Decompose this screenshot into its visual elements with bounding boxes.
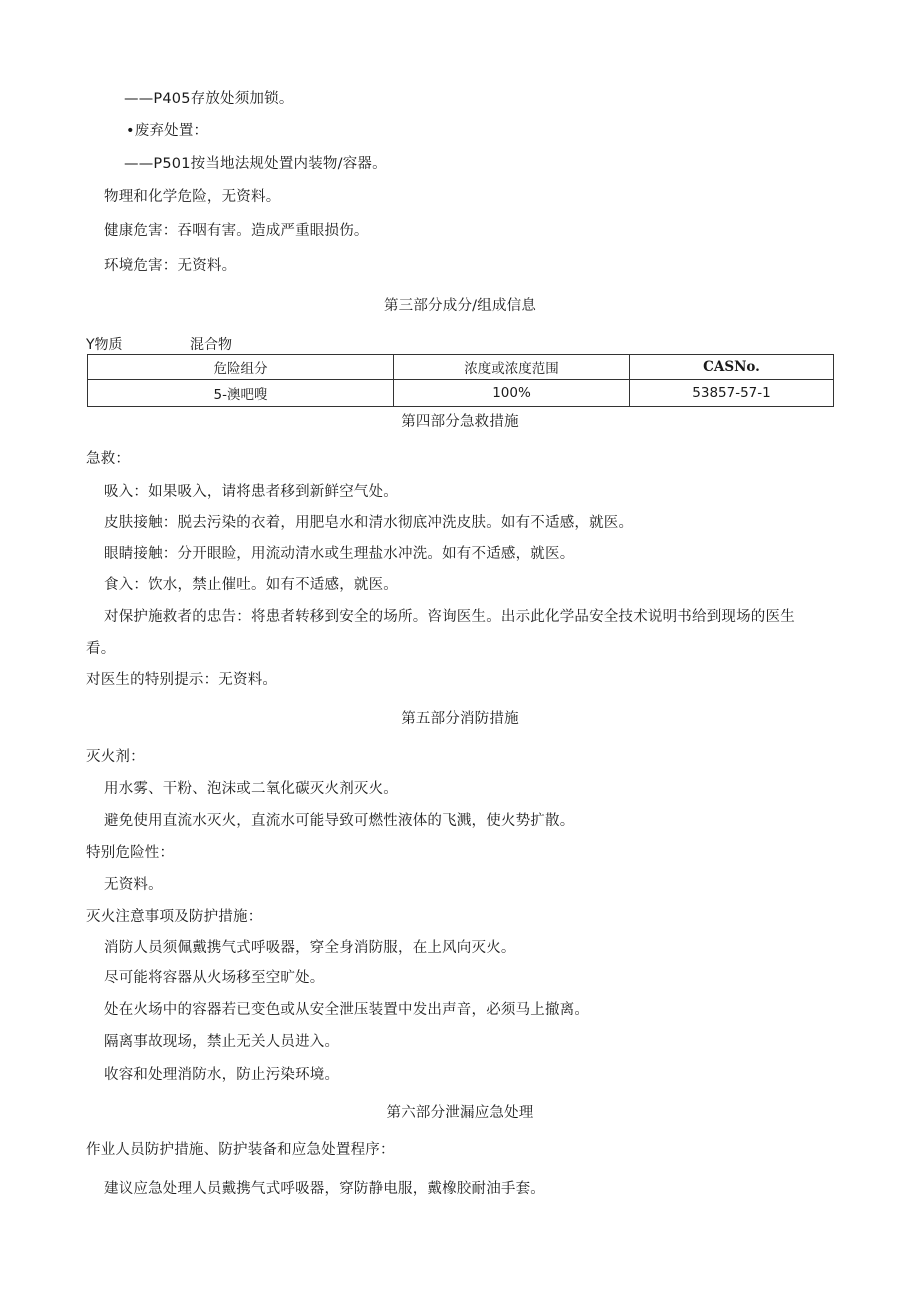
- emergency-procedure-label: 作业人员防护措施、防护装备和应急处置程序：: [86, 1142, 395, 1158]
- header-concentration: 浓度或浓度范围: [394, 355, 630, 380]
- header-component: 危险组分: [88, 355, 394, 380]
- section4-title: 第四部分急救措施: [401, 414, 519, 430]
- rescuer-advice: 对保护施救者的忠告：将患者转移到安全的场所。咨询医生。出示此化学品安全技术说明书给到现场的医生: [104, 609, 795, 625]
- first-aid-inhalation: 吸入：如果吸入，请将患者移到新鲜空气处。: [104, 484, 398, 500]
- first-aid-eyes: 眼睛接触：分开眼睑，用流动清水或生理盐水冲洗。如有不适感，就医。: [104, 546, 575, 562]
- disposal-label: •废弃处置：: [126, 123, 209, 139]
- extinguishing-agent-1: 用水雾、干粉、泡沫或二氧化碳灭火剂灭火。: [104, 781, 398, 797]
- mixture-label: 混合物: [190, 337, 232, 353]
- rescuer-advice-cont: 看。: [86, 641, 116, 657]
- section3-title: 第三部分成分/组成信息: [383, 298, 537, 314]
- extinguishing-agent-label: 灭火剂：: [86, 749, 145, 765]
- table-row: [88, 380, 834, 407]
- environment-hazard: 环境危害：无资料。: [104, 258, 237, 274]
- firefighting-precaution-3: 处在火场中的容器若已变色或从安全泄压装置中发出声音，必须马上撤离。: [104, 1002, 590, 1018]
- first-aid-ingestion: 食入：饮水，禁止催吐。如有不适感，就医。: [104, 577, 398, 593]
- extinguishing-agent-2: 避免使用直流水灭火，直流水可能导致可燃性液体的飞溅，使火势扩散。: [104, 813, 575, 829]
- firefighting-precaution-5: 收容和处理消防水，防止污染环境。: [104, 1067, 340, 1083]
- cell-component: 5-澳吧嗖: [88, 380, 394, 407]
- header-cas: CASNo.: [630, 355, 834, 380]
- cell-cas: 53857-57-1: [630, 380, 834, 407]
- physical-hazard: 物理和化学危险，无资料。: [104, 189, 281, 205]
- special-hazard-label: 特别危险性：: [86, 845, 175, 861]
- special-hazard-1: 无资料。: [104, 877, 163, 893]
- doctor-note: 对医生的特别提示：无资料。: [86, 672, 278, 688]
- table-header-row: [88, 355, 834, 380]
- first-aid-label: 急救：: [86, 451, 131, 467]
- firefighting-precaution-4: 隔离事故现场，禁止无关人员进入。: [104, 1034, 340, 1050]
- emergency-procedure-1: 建议应急处理人员戴携气式呼吸器，穿防静电服，戴橡胶耐油手套。: [104, 1181, 545, 1197]
- first-aid-skin: 皮肤接触：脱去污染的衣着，用肥皂水和清水彻底冲洗皮肤。如有不适感，就医。: [104, 515, 634, 531]
- cell-concentration: 100%: [394, 380, 630, 407]
- precaution-p501: ——P501按当地法规处置内装物/容器。: [124, 156, 387, 172]
- firefighting-precaution-label: 灭火注意事项及防护措施：: [86, 909, 263, 925]
- health-hazard: 健康危害：吞咽有害。造成严重眼损伤。: [104, 223, 369, 239]
- firefighting-precaution-2: 尽可能将容器从火场移至空旷处。: [104, 970, 325, 986]
- precaution-p405: ——P405存放处须加锁。: [124, 91, 294, 107]
- section5-title: 第五部分消防措施: [401, 711, 519, 727]
- substance-label: Y物质: [86, 337, 123, 353]
- firefighting-precaution-1: 消防人员须佩戴携气式呼吸器，穿全身消防服，在上风向灭火。: [104, 940, 516, 956]
- section6-title: 第六部分泄漏应急处理: [386, 1105, 534, 1121]
- composition-table: [87, 354, 834, 407]
